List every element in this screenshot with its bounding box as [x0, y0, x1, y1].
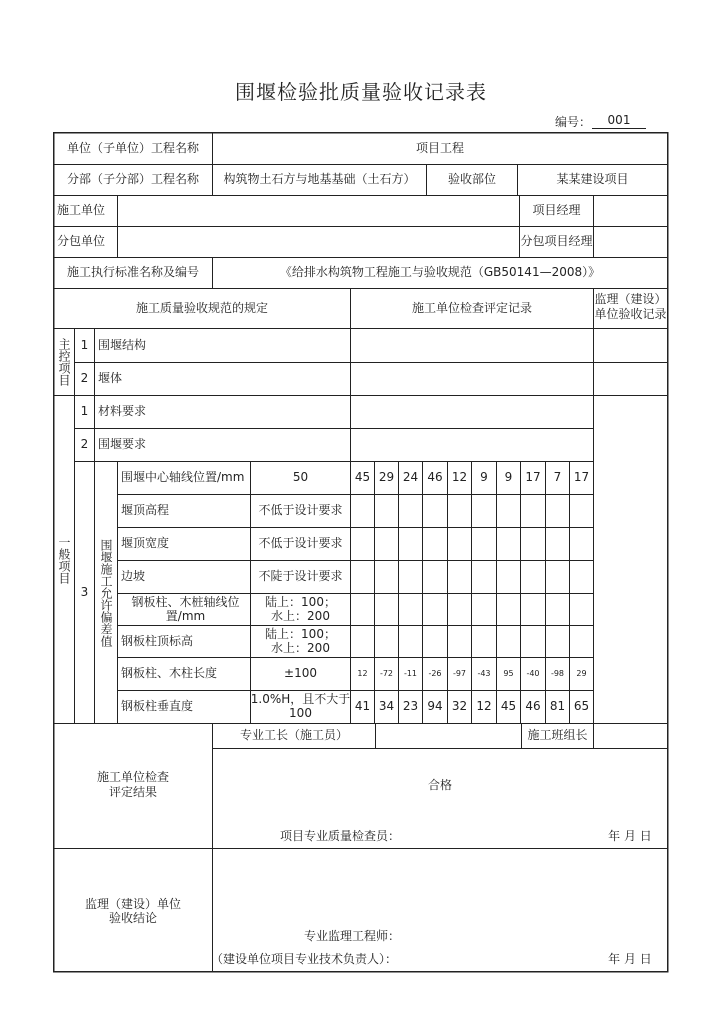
tolerance-item-name: 钢板柱、木桩轴线位置/mm: [131, 595, 240, 623]
tolerance-item-name: 边坡: [121, 569, 146, 584]
conclusion-label-line2: 验收结论: [108, 911, 157, 926]
standard-value: 《给排水构筑物工程施工与验收规范（GB50141—2008）》: [279, 265, 601, 280]
general-item-no: 3: [80, 584, 89, 599]
tolerance-standard-line1: 陆上：100；: [265, 626, 336, 641]
contractor-label: 施工单位: [57, 203, 106, 218]
sub-project-label: 分部（子分部）工程名称: [66, 172, 199, 187]
team-leader-label: 施工班组长: [527, 728, 588, 743]
measured-value: 29: [576, 669, 587, 679]
measured-value: 24: [402, 470, 419, 485]
tolerance-item-name: 钢板柱垂直度: [121, 699, 194, 714]
tolerance-standard-line2: 水上：200: [271, 640, 330, 655]
tolerance-standard: [251, 594, 350, 625]
tolerance-standard-line2: 水上：200: [271, 608, 330, 623]
tolerance-standard: [251, 626, 350, 657]
tolerance-item-name: 钢板柱、木柱长度: [121, 666, 218, 681]
general-item-name: 围堰要求: [98, 437, 147, 452]
tolerance-item-name: 堰顶宽度: [121, 536, 170, 551]
tolerance-standard: 50: [292, 470, 309, 485]
check-header: 施工单位检查评定记录: [411, 300, 532, 315]
measured-value: 9: [504, 470, 513, 485]
measured-value: 12: [476, 699, 492, 714]
measured-value: -40: [526, 669, 540, 679]
tolerance-standard-line1: 陆上：100；: [265, 594, 336, 609]
measured-value: -97: [452, 669, 467, 679]
spec-header: 施工质量验收规范的规定: [135, 300, 268, 315]
measured-value: 81: [549, 699, 566, 714]
result-label-line1: 施工单位检查: [96, 770, 169, 785]
tolerance-item-name: 钢板柱顶标高: [121, 633, 194, 648]
tolerance-standard: 不低于设计要求: [258, 503, 343, 518]
tolerance-item-name: 围堰中心轴线位置/mm: [121, 470, 245, 485]
number-label: 编号：: [555, 115, 592, 129]
conclusion-date: 年 月 日: [608, 952, 652, 967]
tolerance-standard: 不陡于设计要求: [258, 569, 343, 584]
tolerance-group-label: 围堰施工允许偏差值: [99, 538, 113, 647]
tolerance-standard-line1: 1.0%H，且不大于: [250, 692, 351, 707]
measured-value: 46: [525, 699, 541, 714]
measured-value: 17: [525, 470, 541, 485]
measured-value: 7: [553, 470, 562, 485]
measured-value: 45: [354, 470, 371, 485]
foreman-label: 专业工长（施工员）: [239, 728, 348, 743]
owner-rep-label: （建设单位项目专业技术负责人）：: [211, 952, 398, 967]
page-title: 围堰检验批质量验收记录表: [235, 80, 487, 104]
standard-label: 施工执行标准名称及编号: [66, 265, 199, 280]
measured-value: -26: [428, 669, 442, 679]
conclusion-label-line1: 监理（建设）单位: [84, 897, 181, 912]
measured-value: -43: [477, 669, 491, 679]
number-value: 001: [592, 113, 646, 129]
measured-value: 23: [402, 699, 419, 714]
measured-value: 29: [378, 470, 395, 485]
project-manager-label: 项目经理: [532, 203, 581, 218]
tolerance-standard: ±100: [284, 666, 317, 681]
supervisor-header-line2: 单位验收记录: [594, 307, 667, 322]
tolerance-standard: 不低于设计要求: [258, 536, 343, 551]
general-item-no: 2: [80, 437, 89, 452]
accept-part-label: 验收部位: [447, 172, 496, 187]
general-item-no: 1: [80, 404, 89, 419]
tolerance-standard: [251, 691, 350, 723]
general-item-name: 材料要求: [98, 404, 147, 419]
measured-value: 17: [573, 470, 590, 485]
sub-project-manager-label: 分包项目经理: [520, 234, 593, 249]
result-value: 合格: [427, 778, 452, 793]
main-item-no: 2: [80, 371, 89, 386]
engineer-label: 专业监理工程师：: [304, 929, 401, 944]
tolerance-item-name: 堰顶高程: [121, 503, 170, 518]
measured-value: 65: [573, 699, 590, 714]
measured-value: 12: [451, 470, 468, 485]
measured-value: 9: [480, 470, 488, 485]
unit-name-label: 单位（子单位）工程名称: [66, 140, 199, 155]
measured-value: 41: [354, 699, 371, 714]
result-date: 年 月 日: [608, 829, 652, 844]
measured-value: 34: [378, 699, 395, 714]
main-items-group: 主控项目: [57, 338, 71, 386]
unit-name-value: 项目工程: [415, 140, 464, 155]
qc-inspector-label: 项目专业质量检查员：: [280, 829, 401, 844]
tolerance-standard-line2: 100: [289, 706, 312, 720]
measured-value: 45: [500, 699, 517, 714]
measured-value: 94: [427, 699, 443, 714]
measured-value: 95: [503, 669, 514, 679]
main-item-name: 围堰结构: [98, 337, 147, 352]
general-items-group: 一般项目: [57, 535, 71, 584]
accept-part-value: 某某建设项目: [556, 172, 629, 187]
measured-value: -98: [550, 669, 565, 679]
measured-value: -72: [379, 669, 394, 679]
subcontractor-label: 分包单位: [57, 234, 106, 249]
measured-value: -11: [403, 669, 418, 679]
measured-value: 12: [357, 669, 368, 679]
main-item-name: 堰体: [98, 371, 123, 386]
measured-value: 32: [451, 699, 468, 714]
measured-value: 46: [427, 470, 443, 485]
main-item-no: 1: [80, 337, 89, 352]
sub-project-value: 构筑物土石方与地基基础（土石方）: [223, 172, 416, 187]
supervisor-header-line1: 监理（建设）: [594, 292, 667, 307]
result-label-line2: 评定结果: [108, 785, 157, 800]
